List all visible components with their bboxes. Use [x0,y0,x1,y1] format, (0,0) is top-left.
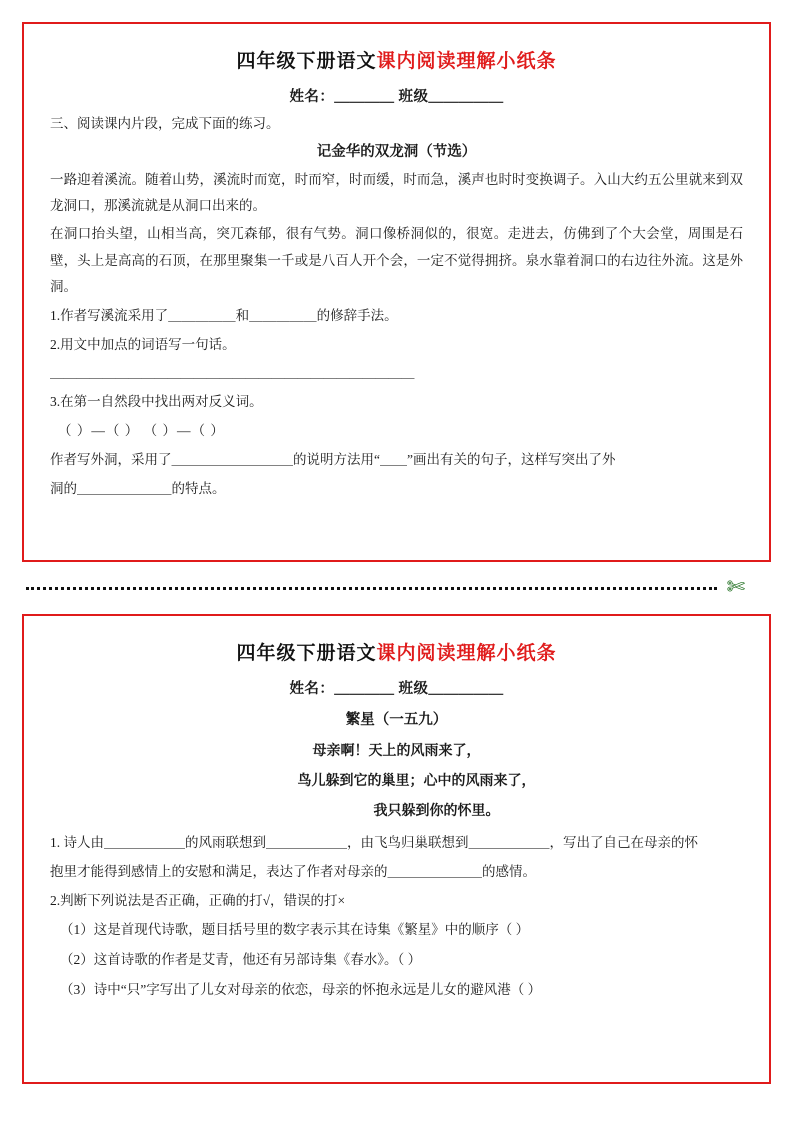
card2-title-red: 课内阅读理解小纸条 [376,643,557,664]
card1-title-black: 四年级下册语文 [236,51,377,72]
worksheet-card-reading [22,22,771,562]
card2-option-3[interactable]: （3）诗中“只”字写出了儿女对母亲的依恋，母亲的怀抱永远是儿女的避风港（ ） [60,982,542,998]
card2-title [50,640,743,669]
card2-question-2: 2.判断下列说法是否正确，正确的打√，错误的打× [50,892,346,908]
card2-poem-line-2: 鸟儿躲到它的巢里；心中的风雨来了， [297,773,536,789]
card2-name-class-line: 姓名：＿＿＿＿ 班级＿＿＿＿＿ [289,680,504,697]
card2-question-1-line1: 1. 诗人由＿＿＿＿＿＿的风雨联想到＿＿＿＿＿＿，由飞鸟归巢联想到＿＿＿＿＿＿，写出了自己在母亲的怀 [50,834,698,850]
card1-question-2: 2.用文中加点的词语写一句话。 [50,337,236,353]
card1-paragraph-2: 在洞口抬头望，山相当高，突兀森郁，很有气势。洞口像桥洞似的，很宽。走进去，仿佛到了个大会堂，周围是石壁，头上是高高的石顶，在那里聚集一千或是八百人开个会，一定不觉得拥挤。泉水靠着洞口的右边往外流。这是外洞。 [50,226,743,295]
card1-title [50,48,743,77]
card2-poem-line-3: 我只躲到你的怀里。 [373,803,500,819]
card1-title-red: 课内阅读理解小纸条 [376,51,557,72]
card2-option-1[interactable]: （1）这是首现代诗歌，题目括号里的数字表示其在诗集《繁星》中的顺序（ ） [60,921,530,937]
cut-divider [22,562,771,614]
card1-passage-title: 记金华的双龙洞（节选） [316,143,477,160]
card2-poem-title: 繁星（一五九） [345,711,448,728]
card2-title-black: 四年级下册语文 [236,643,377,664]
worksheet-card-poem [22,614,771,1084]
card2-poem-line-1: 母亲啊！天上的风雨来了， [312,743,481,759]
card1-question-4-line2: 洞的＿＿＿＿＿＿＿的特点。 [50,481,226,496]
card1-question-1: 1.作者写溪流采用了＿＿＿＿＿和＿＿＿＿＿的修辞手法。 [50,308,398,324]
card1-question-3-pairs[interactable]: （ ）—（ ） （ ）—（ ） [58,423,225,438]
card2-question-1-line2: 抱里才能得到感情上的安慰和满足，表达了作者对母亲的＿＿＿＿＿＿＿的感情。 [50,863,536,879]
card1-instruction: 三、阅读课内片段，完成下面的练习。 [50,115,280,131]
card1-paragraph-1: 一路迎着溪流。随着山势，溪流时而宽，时而窄，时而缓，时而急，溪声也时时变换调子。入山大约五公里就来到双龙洞口，那溪流就是从洞口出来的。 [50,171,743,214]
card1-question-4-line1: 作者写外洞，采用了＿＿＿＿＿＿＿＿＿的说明方法用“＿＿”画出有关的句子，这样写突出了外 [50,452,616,467]
dotted-cut-line [26,587,717,590]
card2-option-2[interactable]: （2）这首诗歌的作者是艾青，他还有另部诗集《春水》。（ ） [60,952,422,968]
scissors-icon: ✄ [726,574,745,599]
card1-name-class-line: 姓名：＿＿＿＿ 班级＿＿＿＿＿ [289,88,504,105]
card1-question-3: 3.在第一自然段中找出两对反义词。 [50,394,263,409]
card1-question-2-answer-blank[interactable]: ＿＿＿＿＿＿＿＿＿＿＿＿＿＿＿＿＿＿＿＿＿＿＿＿＿＿＿＿ [50,365,414,381]
